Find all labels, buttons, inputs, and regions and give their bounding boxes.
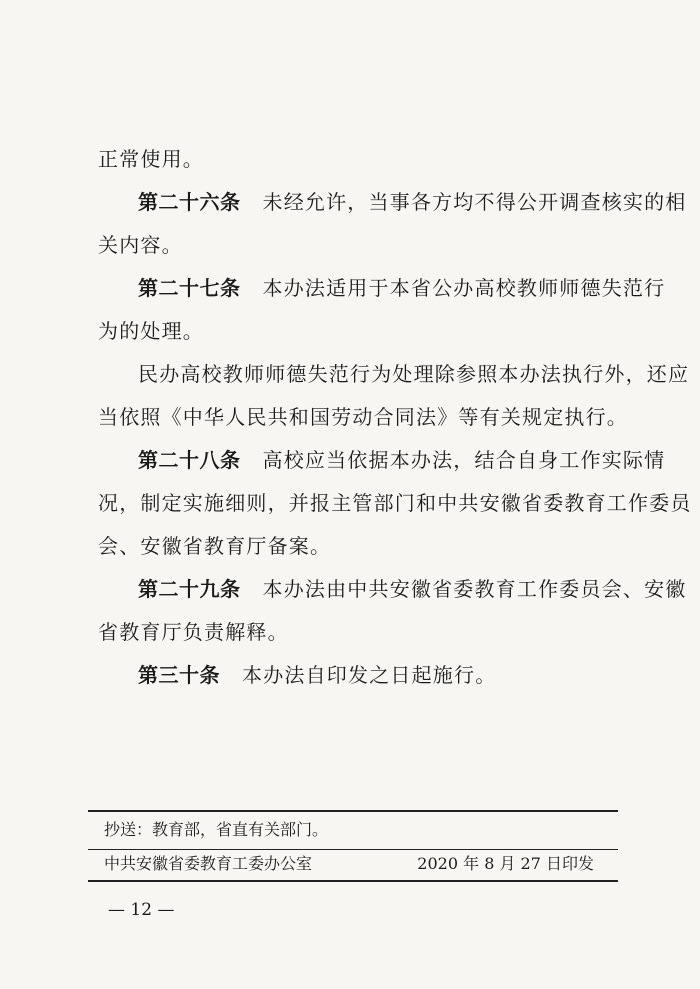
text-line: 为的处理。 [98,319,204,343]
text-line: 省教育厅负责解释。 [98,620,289,644]
text-line: 正常使用。 [98,147,204,171]
article-heading: 第二十六条 [138,190,241,214]
article-heading: 第二十七条 [138,276,241,300]
article-27-line-1 [98,275,666,301]
article-30-line-1 [98,662,614,688]
article-28-line-1 [98,447,666,473]
text-line: 当依照《中华人民共和国劳动合同法》等有关规定执行。 [98,405,628,429]
text-line: 关内容。 [98,233,183,257]
document-body [98,146,692,688]
cc-text: 抄送：教育部，省直有关部门。 [104,820,329,839]
issuer-name: 中共安徽省委教育工委办公室 [104,854,313,873]
footer-middle-rule [88,849,618,850]
issue-date: 2020 年 8 月 27 日印发 [417,854,594,873]
text-line: 况，制定实施细则，并报主管部门和中共安徽省委教育工作委员 [98,491,692,515]
article-heading: 第三十条 [138,663,220,687]
article-heading: 第二十九条 [138,577,241,601]
article-text: 本办法由中共安徽省委教育工作委员会、安徽 [262,577,687,601]
article-text: 高校应当依据本办法，结合自身工作实际情 [262,448,666,472]
article-26-line-1 [98,189,687,215]
article-text: 本办法适用于本省公办高校教师师德失范行 [262,276,666,300]
page-number: — 12 — [108,900,175,920]
text-line: 民办高校教师师德失范行为处理除参照本办法执行外，还应 [138,362,690,386]
article-heading: 第二十八条 [138,448,241,472]
article-text: 本办法自印发之日起施行。 [242,663,497,687]
article-29-line-1 [98,576,687,602]
text-line: 会、安徽省教育厅备案。 [98,534,332,558]
footer-bottom-rule [88,880,618,882]
article-text: 未经允许，当事各方均不得公开调查核实的相 [262,190,687,214]
footer-top-rule [88,810,618,812]
